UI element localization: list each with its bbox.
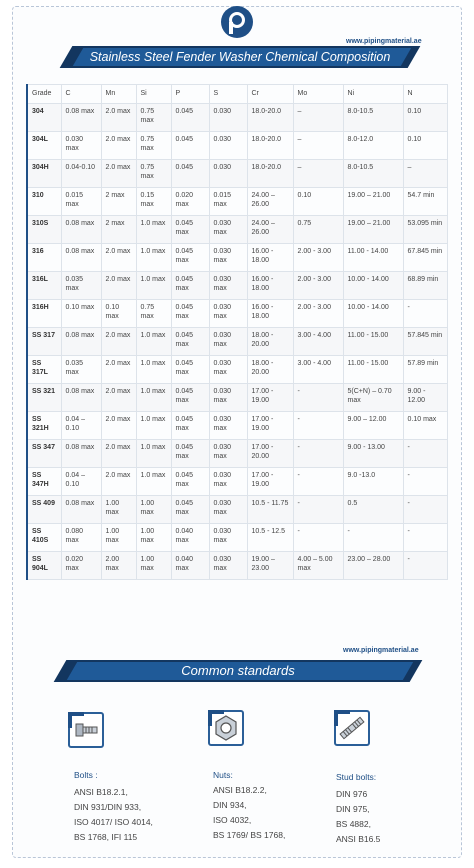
stud-bolts-standard-2: DIN 975, bbox=[336, 804, 370, 814]
table-cell: 57.89 min bbox=[403, 356, 447, 384]
table-row bbox=[27, 552, 447, 580]
column-header: Grade bbox=[27, 85, 61, 104]
grade-cell: 304H bbox=[27, 160, 61, 188]
table-cell: 0.04-0.10 bbox=[61, 160, 101, 188]
table-row bbox=[27, 300, 447, 328]
table-cell: 18.0-20.0 bbox=[247, 104, 293, 132]
table-cell: 19.00 – 21.00 bbox=[343, 188, 403, 216]
column-header: Cr bbox=[247, 85, 293, 104]
column-header: N bbox=[403, 85, 447, 104]
table-cell: 0.030 max bbox=[209, 552, 247, 580]
table-cell: 2.00 - 3.00 bbox=[293, 244, 343, 272]
page-title: Stainless Steel Fender Washer Chemical Composition bbox=[89, 50, 391, 64]
table-cell: 1.0 max bbox=[136, 272, 171, 300]
table-cell: 0.08 max bbox=[61, 440, 101, 468]
table-cell: 3.00 - 4.00 bbox=[293, 356, 343, 384]
grade-cell: SS 904L bbox=[27, 552, 61, 580]
table-cell: 8.0-12.0 bbox=[343, 132, 403, 160]
table-cell: 0.15 max bbox=[136, 188, 171, 216]
table-cell: 0.030 max bbox=[61, 132, 101, 160]
table-cell: 2.0 max bbox=[101, 412, 136, 440]
table-cell: 0.030 max bbox=[209, 524, 247, 552]
grade-cell: 316 bbox=[27, 244, 61, 272]
table-cell: 0.045 max bbox=[171, 328, 209, 356]
table-cell: 2.0 max bbox=[101, 328, 136, 356]
chemical-composition-table bbox=[26, 84, 448, 580]
table-cell: 24.00 – 26.00 bbox=[247, 188, 293, 216]
grade-cell: SS 321H bbox=[27, 412, 61, 440]
table-cell: 0.75 max bbox=[136, 104, 171, 132]
table-cell: 0.045 max bbox=[171, 244, 209, 272]
table-cell: 9.00 – 12.00 bbox=[343, 412, 403, 440]
table-cell: 2 max bbox=[101, 188, 136, 216]
table-cell: - bbox=[403, 440, 447, 468]
column-header: Si bbox=[136, 85, 171, 104]
table-cell: 1.0 max bbox=[136, 328, 171, 356]
table-cell: 1.0 max bbox=[136, 440, 171, 468]
grade-cell: SS 347 bbox=[27, 440, 61, 468]
stud-bolt-icon bbox=[334, 710, 370, 746]
stud-bolts-standard-1: DIN 976 bbox=[336, 789, 368, 799]
standards-title: Common standards bbox=[181, 663, 295, 678]
table-cell: 1.00 max bbox=[136, 552, 171, 580]
bolts-standard-4: BS 1768, IFI 115 bbox=[74, 832, 138, 842]
table-cell: 2.0 max bbox=[101, 272, 136, 300]
table-cell: 0.030 max bbox=[209, 356, 247, 384]
table-cell: 0.75 max bbox=[136, 132, 171, 160]
table-cell: 9.00 - 13.00 bbox=[343, 440, 403, 468]
table-cell: 0.08 max bbox=[61, 104, 101, 132]
bolts-standard-3: ISO 4017/ ISO 4014, bbox=[74, 817, 153, 827]
table-cell: 0.030 max bbox=[209, 272, 247, 300]
table-cell: 1.0 max bbox=[136, 216, 171, 244]
table-cell: - bbox=[293, 384, 343, 412]
stud-bolts-title: Stud bolts: bbox=[336, 772, 377, 782]
table-cell: 0.10 bbox=[403, 132, 447, 160]
table-cell: 16.00 - 18.00 bbox=[247, 244, 293, 272]
table-cell: 10.5 - 11.75 bbox=[247, 496, 293, 524]
table-cell: 17.00 - 19.00 bbox=[247, 468, 293, 496]
table-cell: 11.00 - 15.00 bbox=[343, 328, 403, 356]
table-cell: 2.0 max bbox=[101, 384, 136, 412]
table-cell: - bbox=[403, 496, 447, 524]
site-url-bottom[interactable]: www.pipingmaterial.ae bbox=[343, 647, 419, 654]
grade-cell: SS 347H bbox=[27, 468, 61, 496]
table-cell: 0.04 – 0.10 bbox=[61, 412, 101, 440]
bolts-title: Bolts : bbox=[74, 770, 98, 780]
table-cell: 0.020 max bbox=[171, 188, 209, 216]
table-cell: 2.0 max bbox=[101, 104, 136, 132]
table-cell: 0.030 max bbox=[209, 468, 247, 496]
table-cell: 0.045 bbox=[171, 132, 209, 160]
table-cell: - bbox=[403, 300, 447, 328]
table-cell: 0.75 bbox=[293, 216, 343, 244]
table-cell: 0.035 max bbox=[61, 272, 101, 300]
column-header: P bbox=[171, 85, 209, 104]
table-cell: - bbox=[403, 468, 447, 496]
table-cell: 0.08 max bbox=[61, 496, 101, 524]
grade-cell: 310S bbox=[27, 216, 61, 244]
grade-cell: SS 321 bbox=[27, 384, 61, 412]
grade-cell: SS 409 bbox=[27, 496, 61, 524]
nuts-standard-3: ISO 4032, bbox=[213, 815, 252, 825]
table-cell: 0.030 max bbox=[209, 384, 247, 412]
grade-cell: 316H bbox=[27, 300, 61, 328]
table-cell: 16.00 - 18.00 bbox=[247, 300, 293, 328]
table-row bbox=[27, 160, 447, 188]
table-cell: 0.015 max bbox=[61, 188, 101, 216]
table-cell: 11.00 - 14.00 bbox=[343, 244, 403, 272]
table-cell: 0.10 max bbox=[61, 300, 101, 328]
table-row bbox=[27, 328, 447, 356]
table-cell: - bbox=[403, 552, 447, 580]
table-cell: 10.00 - 14.00 bbox=[343, 272, 403, 300]
table-cell: 18.0-20.0 bbox=[247, 160, 293, 188]
table-cell: 0.030 max bbox=[209, 328, 247, 356]
table-cell: – bbox=[293, 160, 343, 188]
table-cell: 57.845 min bbox=[403, 328, 447, 356]
title-banner bbox=[66, 46, 414, 68]
table-cell: - bbox=[293, 524, 343, 552]
table-cell: - bbox=[293, 496, 343, 524]
table-cell: 0.045 bbox=[171, 160, 209, 188]
table-cell: 0.045 max bbox=[171, 272, 209, 300]
table-cell: 2.00 - 3.00 bbox=[293, 300, 343, 328]
table-cell: 1.00 max bbox=[101, 524, 136, 552]
table-row bbox=[27, 188, 447, 216]
table-cell: 0.10 max bbox=[403, 412, 447, 440]
grade-cell: SS 317L bbox=[27, 356, 61, 384]
table-cell: 0.045 max bbox=[171, 216, 209, 244]
table-cell: 0.030 max bbox=[209, 496, 247, 524]
table-cell: 0.040 max bbox=[171, 524, 209, 552]
nuts-standard-1: ANSI B18.2.2, bbox=[213, 785, 267, 795]
table-row bbox=[27, 384, 447, 412]
table-cell: – bbox=[403, 160, 447, 188]
table-cell: 0.030 max bbox=[209, 412, 247, 440]
table-cell: 0.020 max bbox=[61, 552, 101, 580]
table-cell: 24.00 – 26.00 bbox=[247, 216, 293, 244]
table-cell: 19.00 – 21.00 bbox=[343, 216, 403, 244]
table-cell: - bbox=[293, 440, 343, 468]
table-cell: 2.0 max bbox=[101, 468, 136, 496]
table-cell: 1.0 max bbox=[136, 412, 171, 440]
table-cell: 0.10 max bbox=[101, 300, 136, 328]
table-cell: 11.00 - 15.00 bbox=[343, 356, 403, 384]
table-cell: 3.00 - 4.00 bbox=[293, 328, 343, 356]
table-cell: 0.030 bbox=[209, 132, 247, 160]
table-cell: 1.0 max bbox=[136, 384, 171, 412]
table-cell: 18.0-20.0 bbox=[247, 132, 293, 160]
grade-cell: SS 317 bbox=[27, 328, 61, 356]
table-cell: 1.00 max bbox=[136, 496, 171, 524]
column-header: Mo bbox=[293, 85, 343, 104]
table-cell: 53.095 min bbox=[403, 216, 447, 244]
table-cell: 18.00 - 20.00 bbox=[247, 328, 293, 356]
table-cell: 0.045 max bbox=[171, 412, 209, 440]
table-row bbox=[27, 132, 447, 160]
column-header: S bbox=[209, 85, 247, 104]
table-cell: 2.0 max bbox=[101, 356, 136, 384]
table-cell: 0.08 max bbox=[61, 384, 101, 412]
bolts-standard-1: ANSI B18.2.1, bbox=[74, 787, 128, 797]
standards-banner bbox=[60, 660, 416, 682]
table-cell: 0.04 – 0.10 bbox=[61, 468, 101, 496]
table-cell: 2.0 max bbox=[101, 160, 136, 188]
table-cell: 0.08 max bbox=[61, 216, 101, 244]
table-cell: 68.89 min bbox=[403, 272, 447, 300]
table-cell: 1.00 max bbox=[101, 496, 136, 524]
column-header: C bbox=[61, 85, 101, 104]
table-cell: 0.015 max bbox=[209, 188, 247, 216]
table-cell: 16.00 - 18.00 bbox=[247, 272, 293, 300]
table-cell: 0.045 max bbox=[171, 356, 209, 384]
table-cell: 5(C+N) – 0.70 max bbox=[343, 384, 403, 412]
table-cell: 2.00 max bbox=[101, 552, 136, 580]
table-cell: 0.5 bbox=[343, 496, 403, 524]
table-cell: 19.00 – 23.00 bbox=[247, 552, 293, 580]
table-cell: 0.75 max bbox=[136, 300, 171, 328]
table-row bbox=[27, 244, 447, 272]
table-cell: 0.045 max bbox=[171, 300, 209, 328]
hex-nut-icon bbox=[208, 710, 244, 746]
table-cell: 0.75 max bbox=[136, 160, 171, 188]
table-cell: 18.00 - 20.00 bbox=[247, 356, 293, 384]
column-header: Mn bbox=[101, 85, 136, 104]
table-cell: 1.0 max bbox=[136, 468, 171, 496]
table-cell: 0.030 max bbox=[209, 440, 247, 468]
table-cell: 2.0 max bbox=[101, 440, 136, 468]
table-cell: 1.0 max bbox=[136, 356, 171, 384]
table-cell: 0.08 max bbox=[61, 328, 101, 356]
table-cell: 9.00 - 12.00 bbox=[403, 384, 447, 412]
table-row bbox=[27, 496, 447, 524]
table-cell: 0.030 max bbox=[209, 216, 247, 244]
table-cell: 0.10 bbox=[403, 104, 447, 132]
table-cell: 0.045 max bbox=[171, 468, 209, 496]
nuts-standard-4: BS 1769/ BS 1768, bbox=[213, 830, 286, 840]
table-cell: 2.00 - 3.00 bbox=[293, 272, 343, 300]
table-cell: 0.035 max bbox=[61, 356, 101, 384]
table-cell: 0.040 max bbox=[171, 552, 209, 580]
table-cell: – bbox=[293, 104, 343, 132]
table-cell: 0.030 max bbox=[209, 244, 247, 272]
bolt-icon bbox=[68, 712, 104, 748]
table-row bbox=[27, 524, 447, 552]
table-cell: 4.00 – 5.00 max bbox=[293, 552, 343, 580]
table-cell: 8.0-10.5 bbox=[343, 160, 403, 188]
nuts-title: Nuts: bbox=[213, 770, 233, 780]
table-cell: 10.5 - 12.5 bbox=[247, 524, 293, 552]
table-row bbox=[27, 356, 447, 384]
table-cell: - bbox=[403, 524, 447, 552]
grade-cell: 304L bbox=[27, 132, 61, 160]
column-header: Ni bbox=[343, 85, 403, 104]
nuts-standard-2: DIN 934, bbox=[213, 800, 247, 810]
grade-cell: 310 bbox=[27, 188, 61, 216]
table-row bbox=[27, 468, 447, 496]
table-row bbox=[27, 272, 447, 300]
table-cell: 0.030 max bbox=[209, 300, 247, 328]
table-cell: 1.00 max bbox=[136, 524, 171, 552]
table-row bbox=[27, 440, 447, 468]
table-cell: – bbox=[293, 132, 343, 160]
stud-bolts-standard-3: BS 4882, bbox=[336, 819, 371, 829]
table-cell: 0.030 bbox=[209, 104, 247, 132]
stud-bolts-standard-4: ANSI B16.5 bbox=[336, 834, 381, 844]
table-cell: 0.045 max bbox=[171, 496, 209, 524]
table-cell: 0.045 max bbox=[171, 440, 209, 468]
grade-cell: SS 410S bbox=[27, 524, 61, 552]
table-cell: - bbox=[293, 412, 343, 440]
table-cell: 10.00 - 14.00 bbox=[343, 300, 403, 328]
table-cell: 2 max bbox=[101, 216, 136, 244]
table-cell: 67.845 min bbox=[403, 244, 447, 272]
table-cell: 8.0-10.5 bbox=[343, 104, 403, 132]
table-cell: - bbox=[343, 524, 403, 552]
table-cell: 0.08 max bbox=[61, 244, 101, 272]
table-cell: 0.10 bbox=[293, 188, 343, 216]
table-cell: 2.0 max bbox=[101, 244, 136, 272]
table-header-row bbox=[27, 85, 447, 104]
table-cell: - bbox=[293, 468, 343, 496]
table-cell: 9.0 -13.0 bbox=[343, 468, 403, 496]
table-cell: 0.080 max bbox=[61, 524, 101, 552]
table-cell: 54.7 min bbox=[403, 188, 447, 216]
bolts-standard-2: DIN 931/DIN 933, bbox=[74, 802, 142, 812]
logo-icon bbox=[221, 6, 253, 38]
grade-cell: 316L bbox=[27, 272, 61, 300]
grade-cell: 304 bbox=[27, 104, 61, 132]
table-cell: 2.0 max bbox=[101, 132, 136, 160]
site-url-top[interactable]: www.pipingmaterial.ae bbox=[346, 38, 422, 45]
table-cell: 23.00 – 28.00 bbox=[343, 552, 403, 580]
table-row bbox=[27, 216, 447, 244]
table-cell: 1.0 max bbox=[136, 244, 171, 272]
table-cell: 17.00 - 19.00 bbox=[247, 412, 293, 440]
table-row bbox=[27, 412, 447, 440]
table-cell: 17.00 - 19.00 bbox=[247, 384, 293, 412]
table-row bbox=[27, 104, 447, 132]
table-cell: 0.030 bbox=[209, 160, 247, 188]
table-cell: 0.045 max bbox=[171, 384, 209, 412]
table-cell: 0.045 bbox=[171, 104, 209, 132]
table-cell: 17.00 - 20.00 bbox=[247, 440, 293, 468]
